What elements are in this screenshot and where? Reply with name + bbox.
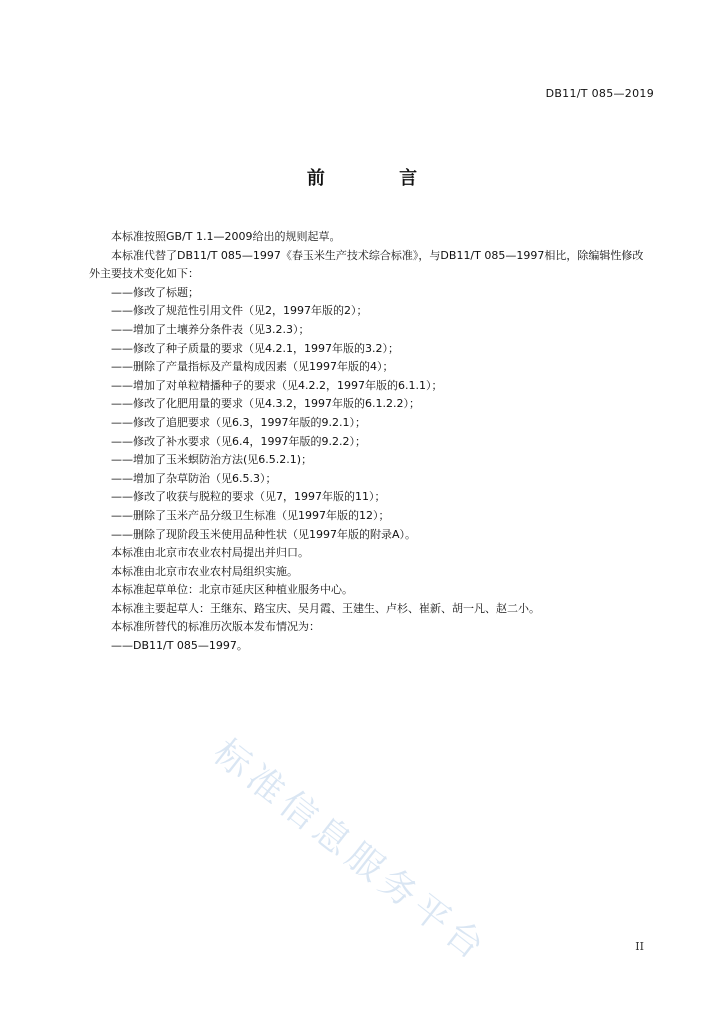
watermark: 标准信息服务平台 — [205, 731, 496, 971]
paragraph: 本标准主要起草人：王继东、路宝庆、吴月霞、王建生、卢杉、崔新、胡一凡、赵二小。 — [111, 601, 540, 615]
change-item: ——修改了化肥用量的要求（见4.3.2，1997年版的6.1.2.2）； — [111, 397, 420, 411]
paragraph: 本标准由北京市农业农村局提出并归口。 — [111, 546, 309, 560]
foreword-body — [89, 228, 654, 656]
change-item: ——增加了杂草防治（见6.5.3）； — [111, 471, 277, 485]
paragraph: 本标准由北京市农业农村局组织实施。 — [111, 564, 298, 578]
change-item: ——修改了收获与脱粒的要求（见7，1997年版的11）； — [111, 490, 386, 504]
change-item: ——增加了玉米螟防治方法(见6.5.2.1)； — [111, 453, 313, 467]
change-item: ——修改了标题； — [111, 285, 199, 299]
paragraph: 本标准所替代的标准历次版本发布情况为： — [111, 620, 320, 634]
paragraph: 本标准按照GB/T 1.1—2009给出的规则起草。 — [111, 230, 341, 243]
change-item: ——修改了规范性引用文件（见2，1997年版的2）； — [111, 304, 368, 318]
change-item: ——增加了土壤养分条件表（见3.2.3）； — [111, 322, 310, 336]
change-item: ——删除了现阶段玉米使用品种性状（见1997年版的附录A）。 — [111, 527, 417, 541]
change-item: ——删除了产量指标及产量构成因素（见1997年版的4）； — [111, 360, 394, 374]
paragraph: 本标准代替了DB11/T 085—1997《春玉米生产技术综合标准》，与DB11/T 085—1997相比，除编辑性修改外主要技术变化如下： — [89, 248, 644, 281]
change-item: ——增加了对单粒精播种子的要求（见4.2.2，1997年版的6.1.1）； — [111, 378, 443, 392]
document-code: DB11/T 085—2019 — [545, 87, 654, 100]
page-number: II — [635, 940, 644, 953]
page-title: 前 言 — [306, 168, 452, 189]
change-item: ——修改了追肥要求（见6.3，1997年版的9.2.1）； — [111, 415, 366, 429]
change-item: ——修改了补水要求（见6.4，1997年版的9.2.2）； — [111, 434, 366, 448]
change-item: ——修改了种子质量的要求（见4.2.1，1997年版的3.2）； — [111, 341, 399, 355]
change-item: ——删除了玉米产品分级卫生标准（见1997年版的12）； — [111, 508, 390, 522]
paragraph: 本标准起草单位：北京市延庆区种植业服务中心。 — [111, 583, 353, 597]
history-item: ——DB11/T 085—1997。 — [111, 639, 248, 653]
